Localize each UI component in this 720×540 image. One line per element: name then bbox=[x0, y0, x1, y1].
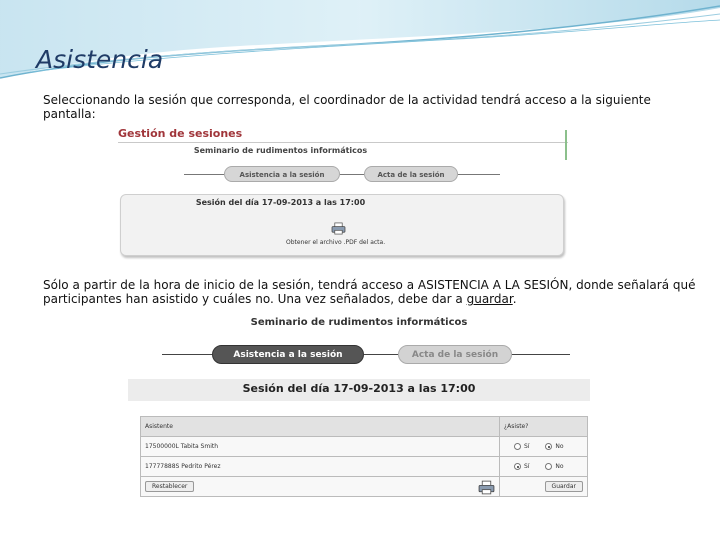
tab-attendance-active[interactable]: Asistencia a la sesión bbox=[212, 345, 364, 364]
tab-connector-left bbox=[184, 174, 224, 175]
radio-yes[interactable] bbox=[514, 443, 521, 450]
footer-right-cell bbox=[500, 477, 588, 497]
radio-no[interactable] bbox=[545, 463, 552, 470]
option-yes[interactable] bbox=[514, 463, 529, 470]
edge-marker bbox=[565, 130, 567, 160]
column-header-attends: ¿Asiste? bbox=[500, 417, 588, 437]
table-row bbox=[141, 457, 588, 477]
option-no-label: No bbox=[555, 463, 564, 470]
tab-connector-middle bbox=[340, 174, 364, 175]
seminar-title: Seminario de rudimentos informáticos bbox=[250, 317, 468, 328]
pdf-download-link[interactable]: Obtener el archivo .PDF del acta. bbox=[286, 239, 386, 246]
tab-minutes[interactable]: Acta de la sesión bbox=[364, 166, 458, 182]
session-date: Sesión del día 17-09-2013 a las 17:00 bbox=[242, 382, 476, 395]
attendance-options bbox=[500, 437, 588, 457]
printer-icon[interactable] bbox=[478, 480, 495, 495]
tab-connector-right bbox=[458, 174, 500, 175]
tab-connector-left bbox=[162, 354, 212, 355]
radio-yes-selected[interactable] bbox=[514, 463, 521, 470]
seminar-title: Seminario de rudimentos informáticos bbox=[193, 146, 368, 155]
option-no-label: No bbox=[555, 443, 564, 450]
footer-left-cell bbox=[141, 477, 500, 497]
option-yes[interactable] bbox=[514, 443, 529, 450]
option-yes-label: Sí bbox=[524, 463, 530, 470]
table-row bbox=[141, 437, 588, 457]
attendee-name: 17500000L Tabita Smith bbox=[141, 437, 500, 457]
table-footer-row bbox=[141, 477, 588, 497]
option-yes-label: Sí bbox=[524, 443, 530, 450]
attendance-screenshot bbox=[128, 313, 590, 503]
intro-paragraph: Seleccionando la sesión que corresponda, el coordinador de la actividad tendrá acceso a la siguiente pantalla: bbox=[43, 93, 651, 121]
attendee-name: 17777888S Pedrito Pérez bbox=[141, 457, 500, 477]
tab-connector-right bbox=[512, 354, 570, 355]
save-button[interactable]: Guardar bbox=[545, 481, 583, 492]
tab-connector-middle bbox=[364, 354, 398, 355]
session-management-screenshot bbox=[118, 126, 568, 258]
session-date: Sesión del día 17-09-2013 a las 17:00 bbox=[195, 198, 366, 207]
printer-icon[interactable] bbox=[331, 222, 346, 235]
heading-divider bbox=[118, 142, 568, 143]
option-no[interactable] bbox=[545, 443, 563, 450]
attendance-table bbox=[140, 416, 588, 497]
slide-title: Asistencia bbox=[36, 45, 164, 74]
attendance-paragraph-end: . bbox=[512, 292, 517, 306]
tab-attendance[interactable]: Asistencia a la sesión bbox=[224, 166, 340, 182]
tab-minutes[interactable]: Acta de la sesión bbox=[398, 345, 512, 364]
attendance-options bbox=[500, 457, 588, 477]
session-management-heading: Gestión de sesiones bbox=[118, 127, 243, 140]
restore-button[interactable]: Restablecer bbox=[145, 481, 194, 492]
attendance-paragraph bbox=[43, 278, 703, 306]
option-no[interactable] bbox=[545, 463, 563, 470]
column-header-attendee: Asistente bbox=[141, 417, 500, 437]
save-link-word: guardar bbox=[466, 292, 513, 306]
attendance-paragraph-text: Sólo a partir de la hora de inicio de la sesión, tendrá acceso a ASISTENCIA A LA SESIÓN, donde señalará qué participantes han asistido y cuáles no. Una vez señalados, debe dar a bbox=[43, 278, 696, 306]
radio-no-selected[interactable] bbox=[545, 443, 552, 450]
